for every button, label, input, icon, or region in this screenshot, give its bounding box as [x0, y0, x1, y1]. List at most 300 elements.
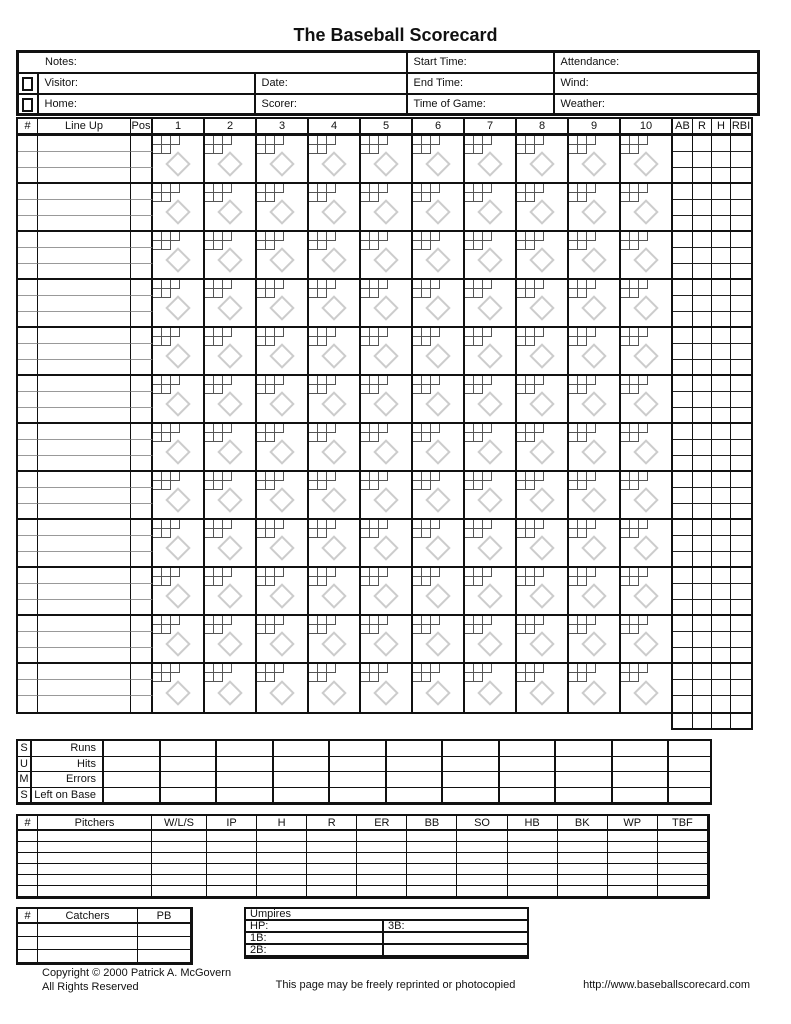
inning-cell	[309, 520, 361, 568]
rbi-cell	[731, 200, 751, 216]
runs-cell	[693, 232, 712, 248]
pitch-count-grid	[465, 520, 492, 538]
sums-letter: M	[18, 772, 32, 788]
runs-cell	[693, 568, 712, 584]
diamond-icon	[477, 631, 502, 656]
rbi-cell	[731, 440, 751, 456]
empty-stat-cell	[457, 875, 507, 886]
column-header-bk: BK	[558, 816, 608, 831]
player-number-cell	[18, 312, 38, 328]
umpire-empty-cell	[384, 933, 527, 945]
diamond-icon	[529, 680, 554, 705]
sums-inning-cell	[330, 772, 387, 788]
pitch-count-grid	[621, 424, 648, 442]
pitch-count-grid	[257, 472, 284, 490]
empty-stat-cell	[457, 853, 507, 864]
rbi-cell	[731, 408, 751, 424]
lineup-cell	[38, 136, 131, 152]
diamond-icon	[217, 247, 242, 272]
runs-cell	[693, 328, 712, 344]
empty-stat-cell	[307, 875, 357, 886]
inning-cell	[569, 280, 621, 328]
position-cell	[131, 424, 153, 440]
empty-stat-cell	[357, 886, 407, 897]
pitch-count-grid	[569, 520, 596, 538]
time-of-game-field: Time of Game:	[407, 94, 554, 115]
ab-cell	[673, 664, 693, 680]
pitch-count-grid	[621, 664, 648, 682]
game-info-table	[16, 50, 760, 116]
pitch-count-grid	[361, 376, 388, 394]
diamond-icon	[633, 247, 658, 272]
player-number-cell	[18, 456, 38, 472]
inning-cell	[413, 328, 465, 376]
position-cell	[131, 504, 153, 520]
catchers-table	[16, 907, 193, 965]
diamond-icon	[269, 247, 294, 272]
pitch-count-grid	[153, 664, 180, 682]
diamond-icon	[581, 199, 606, 224]
column-header-r: R	[307, 816, 357, 831]
inning-cell	[205, 424, 257, 472]
sums-inning-cell	[274, 757, 331, 773]
sums-inning-cell	[613, 788, 670, 804]
empty-stat-cell	[407, 831, 457, 842]
position-cell	[131, 344, 153, 360]
lineup-cell	[38, 568, 131, 584]
pitch-count-grid	[361, 472, 388, 490]
runs-cell	[693, 632, 712, 648]
visitor-field: Visitor:	[38, 73, 255, 94]
column-header-pb: PB	[138, 909, 191, 924]
inning-cell	[205, 616, 257, 664]
runs-cell	[693, 280, 712, 296]
player-number-cell	[18, 376, 38, 392]
inning-cell	[465, 232, 517, 280]
position-cell	[131, 392, 153, 408]
hits-cell	[712, 136, 731, 152]
position-cell	[131, 200, 153, 216]
runs-cell	[693, 472, 712, 488]
diamond-icon	[373, 535, 398, 560]
rbi-cell	[731, 296, 751, 312]
inning-cell	[153, 184, 205, 232]
empty-stat-cell	[18, 864, 38, 875]
empty-stat-cell	[257, 842, 307, 853]
inning-cell	[413, 184, 465, 232]
diamond-icon	[529, 247, 554, 272]
hits-cell	[712, 472, 731, 488]
inning-cell	[465, 184, 517, 232]
diamond-icon	[165, 295, 190, 320]
inning-cell	[413, 616, 465, 664]
runs-cell	[693, 152, 712, 168]
diamond-icon	[633, 199, 658, 224]
inning-cell	[413, 280, 465, 328]
pitch-count-grid	[569, 616, 596, 634]
player-number-cell	[18, 488, 38, 504]
diamond-icon	[425, 680, 450, 705]
empty-stat-cell	[138, 950, 191, 963]
diamond-icon	[321, 583, 346, 608]
empty-stat-cell	[608, 864, 658, 875]
inning-cell	[309, 664, 361, 712]
inning-cell	[621, 328, 673, 376]
pitch-count-grid	[465, 184, 492, 202]
website-url[interactable]: http://www.baseballscorecard.com	[583, 979, 750, 991]
empty-stat-cell	[357, 864, 407, 875]
empty-stat-cell	[18, 842, 38, 853]
pitch-count-grid	[257, 520, 284, 538]
hits-cell	[712, 392, 731, 408]
pitch-count-grid	[413, 232, 440, 250]
sums-total-cell	[669, 772, 710, 788]
runs-cell	[693, 440, 712, 456]
diamond-icon	[217, 583, 242, 608]
pitch-count-grid	[257, 568, 284, 586]
hits-cell	[712, 504, 731, 520]
runs-cell	[693, 424, 712, 440]
inning-cell	[257, 184, 309, 232]
empty-stat-cell	[357, 842, 407, 853]
empty-stat-cell	[508, 875, 558, 886]
rbi-cell	[731, 536, 751, 552]
ab-cell	[673, 568, 693, 584]
pitch-count-grid	[569, 184, 596, 202]
sums-inning-cell	[330, 788, 387, 804]
sums-row-label: Left on Base	[32, 788, 104, 804]
empty-stat-cell	[207, 831, 257, 842]
runs-cell	[693, 392, 712, 408]
empty-stat-cell	[18, 886, 38, 897]
home-checkbox[interactable]	[22, 98, 33, 112]
empty-stat-cell	[38, 950, 138, 963]
empty-stat-cell	[658, 864, 708, 875]
sums-inning-cell	[330, 741, 387, 757]
diamond-icon	[373, 199, 398, 224]
diamond-icon	[477, 151, 502, 176]
diamond-icon	[217, 439, 242, 464]
ab-cell	[673, 552, 693, 568]
column-header-wls: W/L/S	[152, 816, 207, 831]
runs-cell	[693, 216, 712, 232]
pitch-count-grid	[153, 232, 180, 250]
rbi-cell	[731, 696, 751, 712]
diamond-icon	[165, 199, 190, 224]
inning-cell	[205, 328, 257, 376]
empty-stat-cell	[608, 842, 658, 853]
hits-cell	[712, 360, 731, 376]
diamond-icon	[217, 631, 242, 656]
rbi-cell	[731, 392, 751, 408]
lineup-cell	[38, 152, 131, 168]
rbi-cell	[731, 568, 751, 584]
column-header-: #	[18, 909, 38, 924]
pitch-count-grid	[205, 424, 232, 442]
lineup-cell	[38, 456, 131, 472]
column-header-tbf: TBF	[658, 816, 708, 831]
rights-line: All Rights Reserved	[42, 980, 139, 993]
inning-cell	[465, 472, 517, 520]
player-number-cell	[18, 264, 38, 280]
position-cell	[131, 472, 153, 488]
inning-cell	[205, 664, 257, 712]
sums-inning-cell	[104, 741, 161, 757]
hits-cell	[712, 584, 731, 600]
position-cell	[131, 440, 153, 456]
lineup-cell	[38, 264, 131, 280]
diamond-icon	[321, 199, 346, 224]
runs-cell	[693, 136, 712, 152]
player-number-cell	[18, 232, 38, 248]
rbi-cell	[731, 648, 751, 664]
empty-stat-cell	[457, 842, 507, 853]
empty-stat-cell	[18, 853, 38, 864]
player-number-cell	[18, 632, 38, 648]
player-number-cell	[18, 440, 38, 456]
player-number-cell	[18, 184, 38, 200]
position-cell	[131, 680, 153, 696]
player-number-cell	[18, 136, 38, 152]
column-header-wp: WP	[608, 816, 658, 831]
lineup-cell	[38, 184, 131, 200]
inning-cell	[465, 280, 517, 328]
pitchers-table	[16, 814, 710, 899]
position-cell	[131, 408, 153, 424]
empty-stat-cell	[658, 831, 708, 842]
position-cell	[131, 616, 153, 632]
empty-stat-cell	[207, 853, 257, 864]
pitch-count-grid	[621, 616, 648, 634]
diamond-icon	[477, 439, 502, 464]
pitch-count-grid	[569, 136, 596, 154]
inning-cell	[413, 568, 465, 616]
empty-stat-cell	[357, 853, 407, 864]
player-number-cell	[18, 616, 38, 632]
empty-stat-cell	[38, 886, 152, 897]
sums-inning-cell	[274, 788, 331, 804]
inning-cell	[569, 184, 621, 232]
pitch-count-grid	[465, 328, 492, 346]
inning-cell	[361, 664, 413, 712]
sums-inning-cell	[330, 757, 387, 773]
inning-cell	[205, 136, 257, 184]
empty-stat-cell	[18, 875, 38, 886]
runs-cell	[693, 200, 712, 216]
rbi-cell	[731, 264, 751, 280]
inning-cell	[517, 232, 569, 280]
pitch-count-grid	[413, 568, 440, 586]
inning-cell	[621, 280, 673, 328]
sums-inning-cell	[217, 788, 274, 804]
hits-cell	[712, 344, 731, 360]
column-header-so: SO	[457, 816, 507, 831]
diamond-icon	[581, 439, 606, 464]
total-hits-cell	[712, 714, 731, 728]
empty-stat-cell	[307, 864, 357, 875]
sums-inning-cell	[217, 772, 274, 788]
pitch-count-grid	[517, 520, 544, 538]
ab-cell	[673, 488, 693, 504]
hits-cell	[712, 152, 731, 168]
hits-cell	[712, 648, 731, 664]
column-header-bb: BB	[407, 816, 457, 831]
pitch-count-grid	[517, 664, 544, 682]
empty-stat-cell	[658, 842, 708, 853]
umpire-2b-field: 2B:	[246, 945, 384, 957]
lineup-cell	[38, 344, 131, 360]
position-cell	[131, 248, 153, 264]
pitch-count-grid	[517, 136, 544, 154]
diamond-icon	[529, 439, 554, 464]
diamond-icon	[165, 487, 190, 512]
sums-inning-cell	[443, 741, 500, 757]
pitch-count-grid	[153, 280, 180, 298]
pitch-count-grid	[569, 232, 596, 250]
pitch-count-grid	[465, 664, 492, 682]
pitch-count-grid	[257, 136, 284, 154]
diamond-icon	[581, 583, 606, 608]
pitch-count-grid	[621, 136, 648, 154]
empty-stat-cell	[38, 937, 138, 950]
inning-cell	[205, 472, 257, 520]
empty-stat-cell	[508, 886, 558, 897]
visitor-checkbox-cell	[18, 73, 38, 94]
diamond-icon	[373, 439, 398, 464]
sums-inning-cell	[500, 741, 557, 757]
diamond-icon	[217, 487, 242, 512]
inning-cell	[413, 232, 465, 280]
position-cell	[131, 216, 153, 232]
diamond-icon	[529, 391, 554, 416]
hits-cell	[712, 296, 731, 312]
diamond-icon	[373, 247, 398, 272]
lineup-cell	[38, 472, 131, 488]
ab-cell	[673, 584, 693, 600]
inning-cell	[153, 424, 205, 472]
ab-cell	[673, 296, 693, 312]
inning-cell	[257, 520, 309, 568]
rbi-cell	[731, 552, 751, 568]
empty-stat-cell	[38, 875, 152, 886]
empty-stat-cell	[407, 886, 457, 897]
rbi-cell	[731, 584, 751, 600]
rbi-cell	[731, 664, 751, 680]
inning-cell	[517, 424, 569, 472]
runs-cell	[693, 408, 712, 424]
inning-cell	[361, 328, 413, 376]
home-field: Home:	[38, 94, 255, 115]
diamond-icon	[581, 535, 606, 560]
diamond-icon	[269, 487, 294, 512]
pitch-count-grid	[309, 424, 336, 442]
pitch-count-grid	[257, 328, 284, 346]
empty-stat-cell	[152, 875, 207, 886]
inning-cell	[413, 136, 465, 184]
inning-cell	[621, 376, 673, 424]
position-cell	[131, 328, 153, 344]
sums-inning-cell	[500, 788, 557, 804]
visitor-checkbox[interactable]	[22, 77, 33, 91]
pitch-count-grid	[621, 232, 648, 250]
hits-cell	[712, 248, 731, 264]
ab-cell	[673, 520, 693, 536]
sums-inning-cell	[387, 757, 444, 773]
diamond-icon	[269, 583, 294, 608]
sums-total-cell	[669, 757, 710, 773]
pitch-count-grid	[413, 472, 440, 490]
ab-cell	[673, 392, 693, 408]
inning-cell	[309, 136, 361, 184]
lineup-cell	[38, 232, 131, 248]
lineup-cell	[38, 248, 131, 264]
pitch-count-grid	[413, 616, 440, 634]
ab-cell	[673, 152, 693, 168]
diamond-icon	[477, 487, 502, 512]
inning-cell	[153, 664, 205, 712]
pitch-count-grid	[205, 568, 232, 586]
lineup-cell	[38, 680, 131, 696]
diamond-icon	[217, 535, 242, 560]
diamond-icon	[477, 680, 502, 705]
inning-cell	[517, 136, 569, 184]
hits-cell	[712, 408, 731, 424]
empty-stat-cell	[407, 875, 457, 886]
runs-cell	[693, 312, 712, 328]
wind-field: Wind:	[554, 73, 759, 94]
inning-cell	[257, 376, 309, 424]
diamond-icon	[269, 680, 294, 705]
runs-cell	[693, 552, 712, 568]
inning-cell	[361, 472, 413, 520]
sums-inning-cell	[274, 741, 331, 757]
player-number-cell	[18, 200, 38, 216]
lineup-cell	[38, 216, 131, 232]
inning-cell	[257, 616, 309, 664]
inning-cell	[569, 328, 621, 376]
position-cell	[131, 696, 153, 712]
ab-cell	[673, 632, 693, 648]
runs-cell	[693, 536, 712, 552]
ab-cell	[673, 248, 693, 264]
date-field: Date:	[255, 73, 407, 94]
diamond-icon	[165, 151, 190, 176]
column-header-er: ER	[357, 816, 407, 831]
pitch-count-grid	[413, 136, 440, 154]
empty-stat-cell	[257, 886, 307, 897]
pitch-count-grid	[413, 184, 440, 202]
diamond-icon	[217, 199, 242, 224]
inning-cell	[361, 136, 413, 184]
inning-cell	[465, 520, 517, 568]
inning-cell	[361, 232, 413, 280]
inning-cell	[257, 424, 309, 472]
empty-stat-cell	[38, 864, 152, 875]
pitch-count-grid	[309, 616, 336, 634]
position-cell	[131, 568, 153, 584]
empty-stat-cell	[18, 924, 38, 937]
column-header-rbi: RBI	[731, 119, 751, 136]
player-number-cell	[18, 152, 38, 168]
lineup-cell	[38, 536, 131, 552]
inning-cell	[569, 232, 621, 280]
empty-stat-cell	[152, 886, 207, 897]
player-number-cell	[18, 568, 38, 584]
position-cell	[131, 152, 153, 168]
inning-cell	[621, 568, 673, 616]
runs-cell	[693, 504, 712, 520]
pitch-count-grid	[621, 280, 648, 298]
